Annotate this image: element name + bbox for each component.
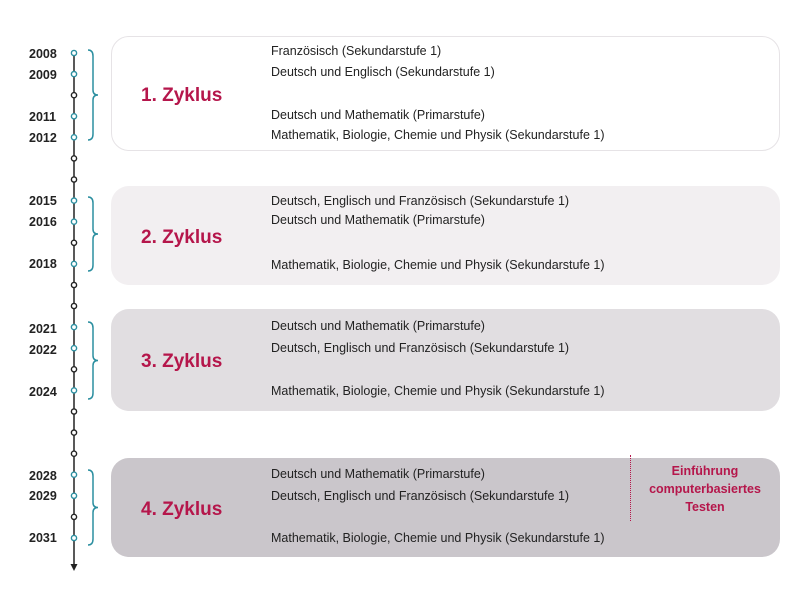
year-marker xyxy=(71,177,76,182)
year-marker xyxy=(71,156,76,161)
cycle-4-note: Einführung computerbasiertes Testen xyxy=(649,464,761,514)
cycle-4-subject: Mathematik, Biologie, Chemie und Physik (Sekundarstufe 1) xyxy=(271,531,605,545)
year-label: 2016 xyxy=(29,215,57,229)
cycle-3-subject: Deutsch und Mathematik (Primarstufe) xyxy=(271,319,485,333)
year-marker-highlighted xyxy=(71,261,76,266)
cycle-brace xyxy=(88,197,98,271)
year-marker-highlighted xyxy=(71,535,76,540)
year-label: 2008 xyxy=(29,47,57,61)
year-label: 2009 xyxy=(29,68,57,82)
year-label: 2012 xyxy=(29,131,57,145)
year-marker xyxy=(71,514,76,519)
cycle-4-subject: Deutsch und Mathematik (Primarstufe) xyxy=(271,467,485,481)
year-marker xyxy=(71,282,76,287)
cycle-2-subject: Deutsch, Englisch und Französisch (Sekundarstufe 1) xyxy=(271,194,570,208)
year-label: 2031 xyxy=(29,531,57,545)
year-marker xyxy=(71,430,76,435)
note-divider xyxy=(630,455,631,521)
year-marker-highlighted xyxy=(71,325,76,330)
year-label: 2029 xyxy=(29,489,57,503)
cycle-3-subject: Deutsch, Englisch und Französisch (Sekundarstufe 1) xyxy=(271,341,570,355)
cycle-brace xyxy=(88,322,98,399)
year-label: 2021 xyxy=(29,322,57,336)
year-marker xyxy=(71,93,76,98)
cycle-1-subject: Mathematik, Biologie, Chemie und Physik (Sekundarstufe 1) xyxy=(271,128,605,142)
timeline-arrow-icon xyxy=(71,564,78,571)
year-marker xyxy=(71,367,76,372)
year-label: 2024 xyxy=(29,385,57,399)
year-marker-highlighted xyxy=(71,346,76,351)
year-marker-highlighted xyxy=(71,135,76,140)
year-label: 2018 xyxy=(29,257,57,271)
year-marker xyxy=(71,451,76,456)
cycle-3-subject: Mathematik, Biologie, Chemie und Physik (Sekundarstufe 1) xyxy=(271,384,605,398)
cycle-4-title: 4. Zyklus xyxy=(141,499,223,520)
cycle-brace xyxy=(88,50,98,140)
year-marker-highlighted xyxy=(71,50,76,55)
cycle-3-title: 3. Zyklus xyxy=(141,351,223,372)
year-marker-highlighted xyxy=(71,493,76,498)
cycle-1-subject: Deutsch und Englisch (Sekundarstufe 1) xyxy=(271,65,495,79)
year-marker xyxy=(71,240,76,245)
year-label: 2028 xyxy=(29,469,57,483)
year-marker-highlighted xyxy=(71,472,76,477)
year-marker-highlighted xyxy=(71,72,76,77)
year-label: 2011 xyxy=(29,110,57,124)
cycle-2-title: 2. Zyklus xyxy=(141,227,223,248)
year-marker-highlighted xyxy=(71,388,76,393)
cycle-2-subject: Mathematik, Biologie, Chemie und Physik (Sekundarstufe 1) xyxy=(271,258,605,272)
cycle-1-subject: Deutsch und Mathematik (Primarstufe) xyxy=(271,108,485,122)
cycle-4-subject: Deutsch, Englisch und Französisch (Sekundarstufe 1) xyxy=(271,489,570,503)
year-marker-highlighted xyxy=(71,219,76,224)
year-marker xyxy=(71,409,76,414)
cycle-1-subject: Französisch (Sekundarstufe 1) xyxy=(271,44,442,58)
year-marker-highlighted xyxy=(71,198,76,203)
year-label: 2022 xyxy=(29,343,57,357)
year-label: 2015 xyxy=(29,194,57,208)
cycle-2-subject: Deutsch und Mathematik (Primarstufe) xyxy=(271,213,485,227)
cycle-brace xyxy=(88,470,98,545)
year-marker xyxy=(71,303,76,308)
cycle-1-title: 1. Zyklus xyxy=(141,85,223,106)
year-marker-highlighted xyxy=(71,114,76,119)
